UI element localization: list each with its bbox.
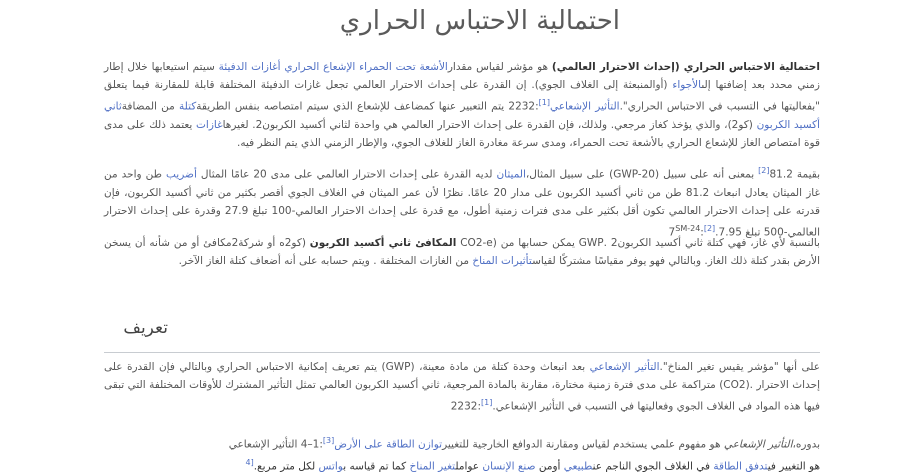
link-gases[interactable]: غازات	[196, 118, 223, 131]
text: أومن	[535, 460, 564, 472]
link-atmosphere[interactable]: الأجواء	[672, 79, 702, 91]
text: (أوالمنبعثة إلى الغلاف الجوي). إن القدرة على إحداث الاحترار العالمي تجعل غازات الدفيئة المختلفة قابلة للمقارنة فيما يتعلق "بفعاليتها في التسبب في الاحتباس الحراري".	[104, 79, 821, 113]
text: بدوره،	[792, 438, 820, 451]
citation-2[interactable]: [2]	[758, 166, 770, 175]
text: :1–4 التأثير الإشعاعي	[228, 438, 323, 451]
text: :7	[668, 226, 704, 238]
text: عوامل	[455, 460, 483, 472]
text: هو التغيير في	[767, 460, 820, 472]
citation-1[interactable]: [1]	[481, 398, 493, 407]
citation-4[interactable]: [4	[245, 457, 254, 467]
link-climate-effects[interactable]: تأثيرات المناخ	[472, 255, 533, 267]
text: :2232	[450, 400, 482, 413]
text: من المضافة	[121, 100, 179, 113]
link-radiative-forcing[interactable]: التأثير الإشعاعي	[589, 361, 660, 373]
page-title: احتمالية الاحتباس الحراري	[339, 6, 620, 36]
intro-paragraph-1	[104, 58, 820, 152]
link-natural[interactable]: طبيعي	[563, 460, 593, 472]
link-energy-flux[interactable]: تدفق الطاقة	[713, 460, 768, 472]
text: بمعنى أنه على سبيل (GWP-20) على سبيل المثال،	[525, 168, 759, 181]
definition-paragraph-2	[104, 432, 820, 475]
text: سيتم استيعابها خلال إطار زمني محدد بعد إضافتها إلى	[104, 61, 820, 91]
text: (كو2ه أو شركة2مكافئ أو من شأنه أن يسخن الأرض بقدر كتلة ذلك الغاز. وبالتالي فهو يوفر مقياسًا مشتركًا لقياس	[104, 237, 820, 267]
text: هو مؤشر لقياس مقدار	[447, 61, 552, 73]
text: بقيمة 81.2	[769, 168, 821, 181]
link-example[interactable]: أضريب	[166, 168, 197, 181]
text: على أنها "مؤشر يقيس تغير المناخ".	[659, 361, 820, 373]
text: بعد انبعاث وحدة كتلة من مادة معينة، (GWP) يتم تعريف إمكانية الاحتباس الحراري وبالتالي فإن القدرة على إحداث الاحترار .(CO2) متراكمة على مدى فترة زمنية مختارة، مقارنة بالمادة المرجعية، ثاني أكسيد الكربون العالمي تمثل التأثير المشترك للأوقات المختلفة التي تبقى فيها هذه المواد في الغلاف الجوي وفعاليتها في التسبب في التأثير الإشعاعي.	[104, 361, 820, 413]
intro-paragraph-3	[104, 234, 820, 270]
section-divider	[104, 352, 820, 353]
text: يعتمد ذلك على مدى قوة امتصاص الغاز للإشعاع الحراري بالأشعة تحت الحمراء، ومدى سرعة مغادرة الغاز للغلاف الجوي، والإطار الزمني الذي يتم النظر فيه.	[104, 118, 820, 149]
text: هو مفهوم علمي يستخدم لقياس ومقارنة الدوافع الخارجية للتغيير	[442, 438, 724, 451]
link-mass[interactable]: كتلة	[178, 100, 197, 113]
link-watts[interactable]: واتس	[318, 460, 344, 472]
text: في الغلاف الجوي الناجم عن	[592, 460, 714, 472]
text: لديه القدرة على إحداث الاحترار العالمي على مدى 20 عامًا المثال	[196, 168, 497, 181]
text: من الغازات المختلفة . ويتم حسابه على أنه أضعاف كتلة الغاز الآخر.	[178, 255, 473, 267]
definition-paragraph-1	[104, 358, 820, 416]
link-earth-energy-balance[interactable]: توازن الطاقة على الأرض	[334, 438, 443, 451]
text: كما تم قياسه ب	[343, 460, 410, 472]
link-methane[interactable]: الميثان	[496, 168, 526, 181]
citation-3[interactable]: [3]	[322, 436, 335, 445]
bold-term: احتمالية الاحتباس الحراري (إحداث الاحترار العالمي)	[551, 61, 820, 73]
link-climate-change[interactable]: تغير المناخ	[409, 460, 456, 472]
text: :2232 يتم التعبير عنها كمضاعف للإشعاع الذي سيتم امتصاصه بنفس الطريقة	[196, 100, 539, 113]
text: (كو2)، والذي يؤخذ كغاز مرجعي. ولذلك، فإن القدرة على إحداث الاحترار العالمي هي واحدة لثاني أكسيد الكربون2. لغيرها	[222, 118, 757, 131]
link-infrared[interactable]: الأشعة تحت الحمراء	[359, 61, 448, 73]
text: طن واحد من غاز الميثان يعادل انبعاث 81.2 طن من ثاني أكسيد الكربون على مدار 20 عامًا. نظرًا لأن عمر الميثان في الغلاف الجوي أقصر بكثير من ثاني أكسيد الكربون، فإن قدرته على إحداث الاحترار العالمي تكون أقل بكثير على مدى فترات زمنية أطول، مع قدرة على إحداث الاحترار العالمي-100 تبلغ 27.9 وقدرة على إحداث الاحترار العالمي-500 تبلغ 7.95.	[104, 168, 821, 238]
citation-2b[interactable]: [2]	[703, 223, 716, 233]
intro-paragraph-2	[104, 162, 820, 241]
link-greenhouse-gases[interactable]: أغازات الدفيئة	[218, 61, 285, 73]
text: لكل متر مربع.	[253, 460, 319, 472]
citation-1[interactable]: [1]	[538, 98, 551, 107]
link-human-made[interactable]: صنع الإنسان	[482, 460, 536, 472]
link-carbon-dioxide[interactable]: ثاني أكسيد الكربون	[104, 100, 820, 131]
sm-ref: SM-24	[675, 223, 701, 233]
text: بالنسبة لأي غاز، فهي كتلة ثاني أكسيد الكربون2 .GWP يمكن حسابها من (CO2-e	[456, 237, 820, 249]
bold-co2e: المكافئ ثاني أكسيد الكربون	[309, 237, 457, 249]
italic-radiative-forcing: التأثير الإشعاعي	[723, 438, 793, 451]
link-radiative-forcing[interactable]: التأثير الإشعاعي	[550, 100, 620, 113]
link-thermal-radiation[interactable]: الإشعاع الحراري	[284, 61, 360, 73]
section-heading-definition: تعريف	[123, 318, 168, 338]
